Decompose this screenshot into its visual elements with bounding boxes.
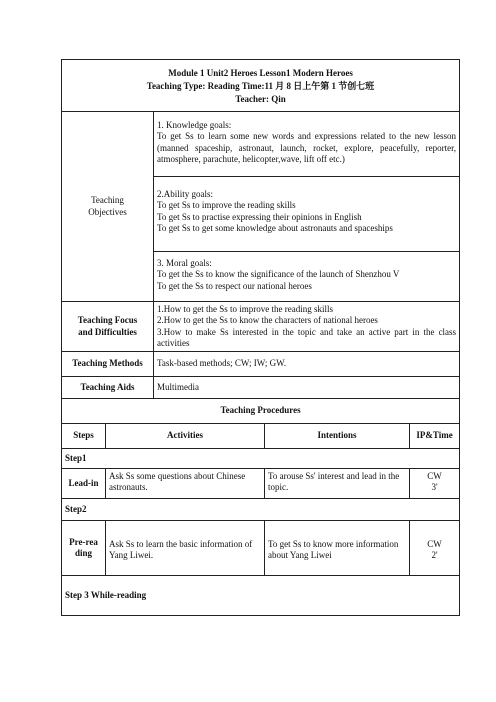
header-type-time: Teaching Type: Reading Time:11 月 8 日上午第 1 节创七班 [146,81,375,91]
column-header-intentions: Intentions [265,424,410,449]
header-teacher: Teacher: Qin [235,94,286,104]
focus-item: 3.How to make Ss interested in the topic and take an active part in the class activities [157,326,457,348]
prereading-intention: To get Ss to know more information about Yang Liwei [265,521,410,576]
leadin-label: Lead-in [62,469,106,499]
leadin-ip: CW [427,471,442,481]
header-title: Module 1 Unit2 Heroes Lesson1 Modern Heroes [168,68,353,78]
prereading-activity: Ask Ss to learn the basic information of Yang Liwei. [106,521,265,576]
knowledge-goals [154,112,460,177]
prereading-ip: CW [427,539,442,549]
leadin-ip-time [410,469,460,499]
aids-value: Multimedia [154,377,460,399]
leadin-time: 3' [431,482,438,493]
document-header [62,60,460,112]
prereading-label: Pre-rea ding [62,521,106,576]
methods-label: Teaching Methods [62,352,154,377]
moral-goal-item: To get the Ss to respect our national heroes [157,280,312,291]
column-header-steps: Steps [62,424,106,449]
ability-goal-item: To get Ss to get some knowledge about astronauts and spaceships [157,222,393,233]
prereading-time: 2' [431,550,438,561]
methods-value: Task-based methods; CW; IW; GW. [154,352,460,377]
knowledge-goals-title: 1. Knowledge goals: [157,120,232,130]
column-header-ip-time: IP&Time [410,424,460,449]
focus-item: 2.How to get the Ss to know the characters of national heroes [157,315,378,326]
moral-goal-item: To get the Ss to know the significance of the launch of Shenzhou V [157,269,400,280]
column-header-activities: Activities [106,424,265,449]
focus-item: 1.How to get the Ss to improve the reading skills [157,304,333,314]
leadin-activity: Ask Ss some questions about Chinese astronauts. [106,469,265,499]
focus-items [154,302,460,352]
ability-goal-item: To get Ss to improve the reading skills [157,200,296,211]
objectives-label: Teaching Objectives [62,112,154,302]
lesson-plan-table [61,59,460,616]
step2-heading: Step2 [62,499,460,521]
ability-goal-item: To get Ss to practise expressing their opinions in English [157,211,362,222]
knowledge-goals-text: To get Ss to learn some new words and expressions related to the new lesson (manned spaceship, astronaut, launch, rocket, explore, peacefully, reporter, atmosphere, parachute, helicopter,wave, lift off etc.) [157,131,457,164]
prereading-ip-time [410,521,460,576]
ability-goals-title: 2.Ability goals: [157,189,213,199]
aids-label: Teaching Aids [62,377,154,399]
step3-heading: Step 3 While-reading [62,576,460,616]
focus-label: Teaching Focus and Difficulties [62,302,154,352]
moral-goals [154,252,460,302]
procedures-title: Teaching Procedures [62,399,460,424]
step1-heading: Step1 [62,449,460,469]
leadin-intention: To arouse Ss' interest and lead in the topic. [265,469,410,499]
moral-goals-title: 3. Moral goals: [157,258,212,268]
ability-goals [154,177,460,252]
